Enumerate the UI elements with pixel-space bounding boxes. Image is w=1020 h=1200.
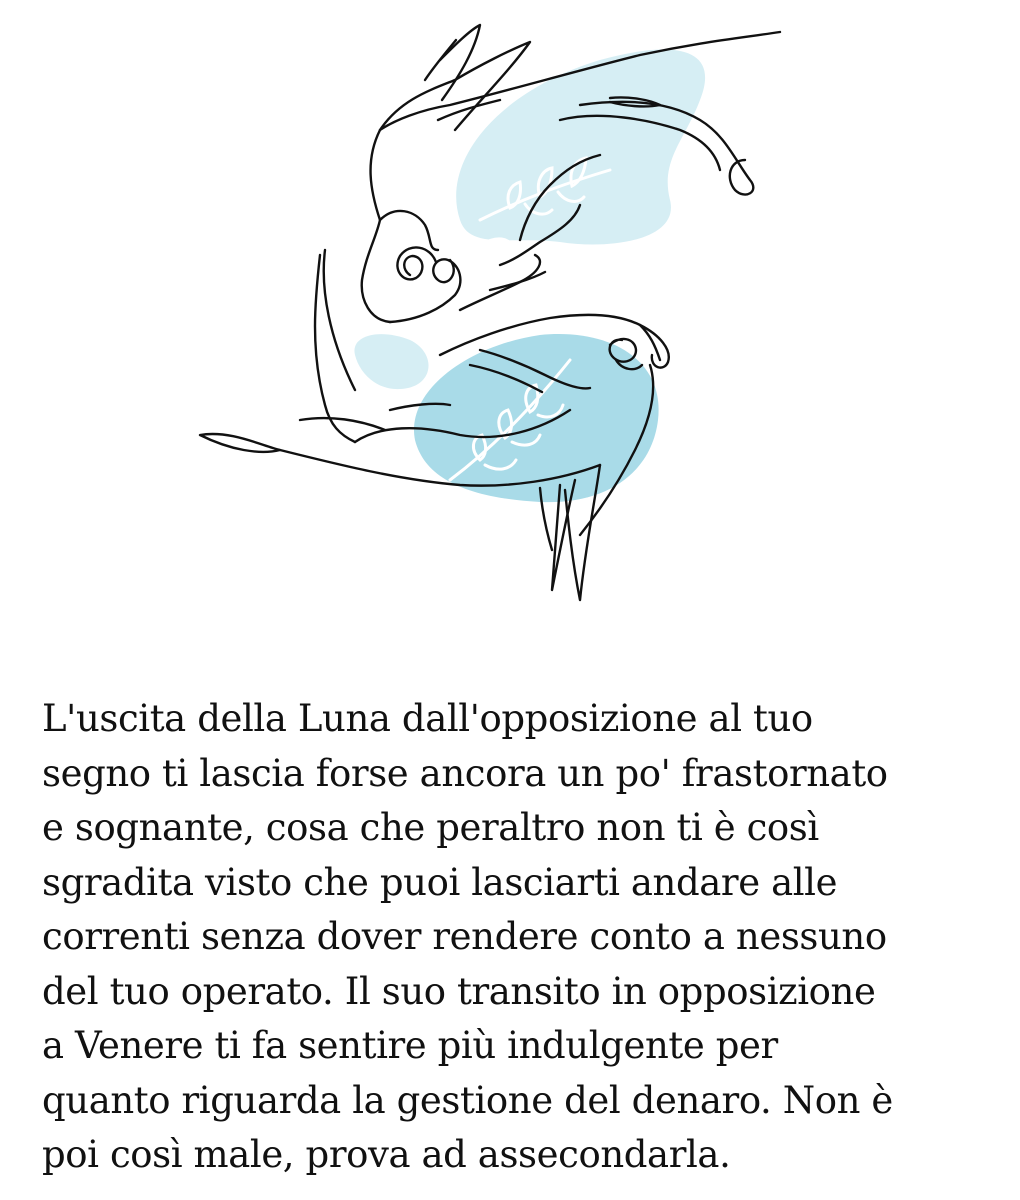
text-line: segno ti lascia forse ancora un po' frastornato: [42, 751, 888, 795]
text-line: correnti senza dover rendere conto a nessuno: [42, 915, 887, 958]
text-line: poi così male, prova ad assecondarla.: [42, 1133, 731, 1176]
text-line: a Venere ti fa sentire più indulgente per: [42, 1024, 778, 1067]
pisces-fish-icon: [180, 10, 800, 630]
pisces-illustration: [180, 10, 800, 630]
text-line: e sognante, cosa che peraltro non ti è così: [42, 806, 819, 849]
upper-blob: [456, 49, 705, 244]
horoscope-paragraph: [42, 692, 982, 1183]
text-line: del tuo operato. Il suo transito in opposizione: [42, 969, 876, 1013]
text-line: L'uscita della Luna dall'opposizione al tuo: [42, 697, 813, 740]
lower-blob: [414, 334, 659, 502]
text-line: sgradita visto che puoi lasciarti andare alle: [42, 860, 838, 904]
left-blob: [354, 334, 428, 389]
text-line: quanto riguarda la gestione del denaro. Non è: [42, 1078, 893, 1122]
